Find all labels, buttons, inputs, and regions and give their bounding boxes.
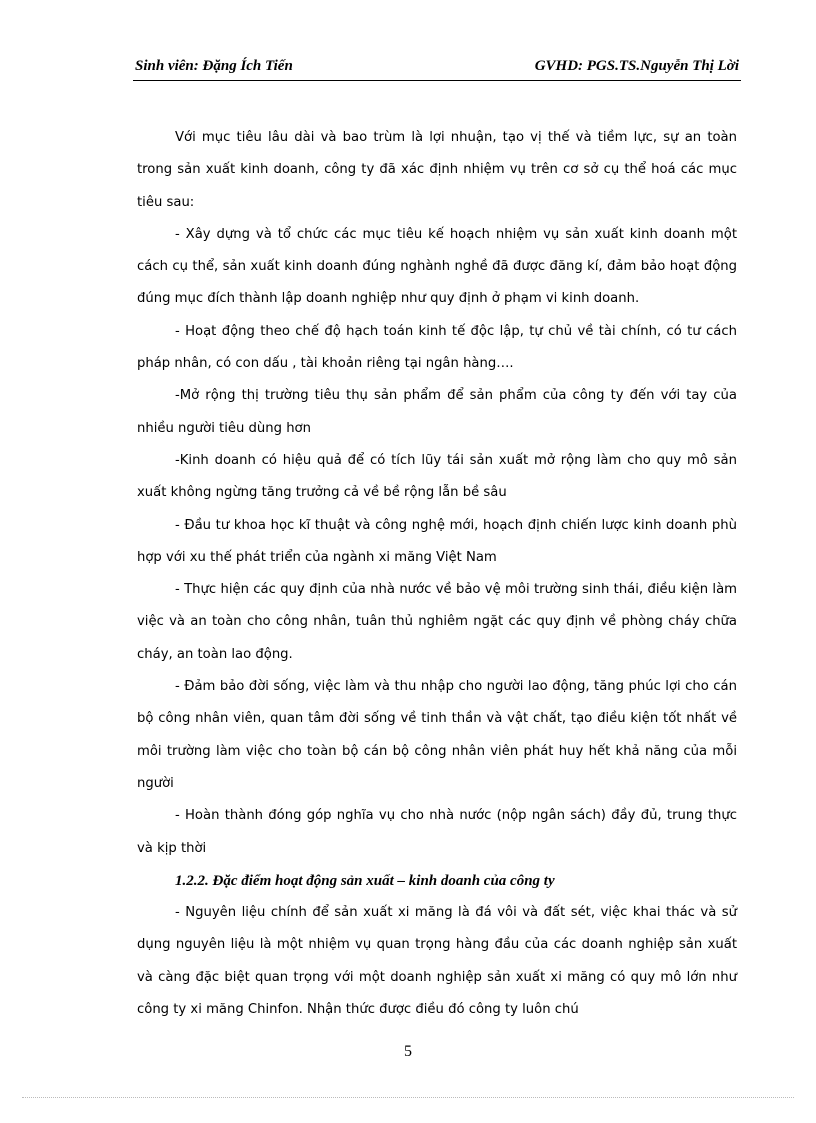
paragraph-task-5: - Đầu tư khoa học kĩ thuật và công nghệ mới, hoạch định chiến lược kinh doanh phù hợp với xu thế phát triển của ngành xi măng Việt Nam [137,517,737,565]
header-advisor: GVHD: PGS.TS.Nguyễn Thị Lời [534,58,739,74]
footer-divider [22,1097,794,1098]
page-body [137,122,737,1026]
paragraph-task-4: -Kinh doanh có hiệu quả để có tích lũy tái sản xuất mở rộng làm cho quy mô sản xuất không ngừng tăng trưởng cả về bề rộng lẫn bề sâu [137,452,737,501]
paragraph-task-7: - Đảm bảo đời sống, việc làm và thu nhập cho người lao động, tăng phúc lợi cho cán bộ công nhân viên, quan tâm đời sống về tinh thần và vật chất, tạo điều kiện tốt nhất về môi trường làm việc cho toàn bộ cán bộ công nhân viên phát huy hết khả năng của mỗi người [137,679,737,791]
paragraph-task-8: - Hoàn thành đóng góp nghĩa vụ cho nhà nước (nộp ngân sách) đầy đủ, trung thực và kịp thời [137,808,737,856]
header-student: Sinh viên: Đặng Ích Tiến [135,58,293,74]
paragraph-task-3: -Mở rộng thị trường tiêu thụ sản phẩm để sản phẩm của công ty đến với tay của nhiều người tiêu dùng hơn [137,388,737,436]
paragraph-materials: - Nguyên liệu chính để sản xuất xi măng là đá vôi và đất sét, việc khai thác và sử dụng nguyên liệu là một nhiệm vụ quan trọng hàng đầu của các doanh nghiệp sản xuất và càng đặc biệt quan trọng với một doanh nghiệp sản xuất xi măng có quy mô lớn như công ty xi măng Chinfon. Nhận thức được điều đó công ty luôn chú [137,905,737,1018]
page-number: 5 [404,1043,412,1060]
paragraph-task-1: - Xây dựng và tổ chức các mục tiêu kế hoạch nhiệm vụ sản xuất kinh doanh một cách cụ thể, sản xuất kinh doanh đúng nghành nghề đã được đăng kí, đảm bảo hoạt động đúng mục đích thành lập doanh nghiệp như quy định ở phạm vi kinh doanh. [137,226,737,307]
page-header [133,56,741,81]
paragraph-task-6: - Thực hiện các quy định của nhà nước về bảo vệ môi trường sinh thái, điều kiện làm việc và an toàn cho công nhân, tuân thủ nghiêm ngặt các quy định về phòng cháy chữa cháy, an toàn lao động. [137,582,737,662]
paragraph-intro: Với mục tiêu lâu dài và bao trùm là lợi nhuận, tạo vị thế và tiềm lực, sự an toàn trong sản xuất kinh doanh, công ty đã xác định nhiệm vụ trên cơ sở cụ thể hoá các mục tiêu sau: [137,130,737,210]
paragraph-task-2: - Hoạt động theo chế độ hạch toán kinh tế độc lập, tự chủ về tài chính, có tư cách pháp nhân, có con dấu , tài khoản riêng tại ngân hàng…. [137,323,737,372]
section-heading: 1.2.2. Đặc điểm hoạt động sản xuất – kinh doanh của công ty [175,872,555,889]
